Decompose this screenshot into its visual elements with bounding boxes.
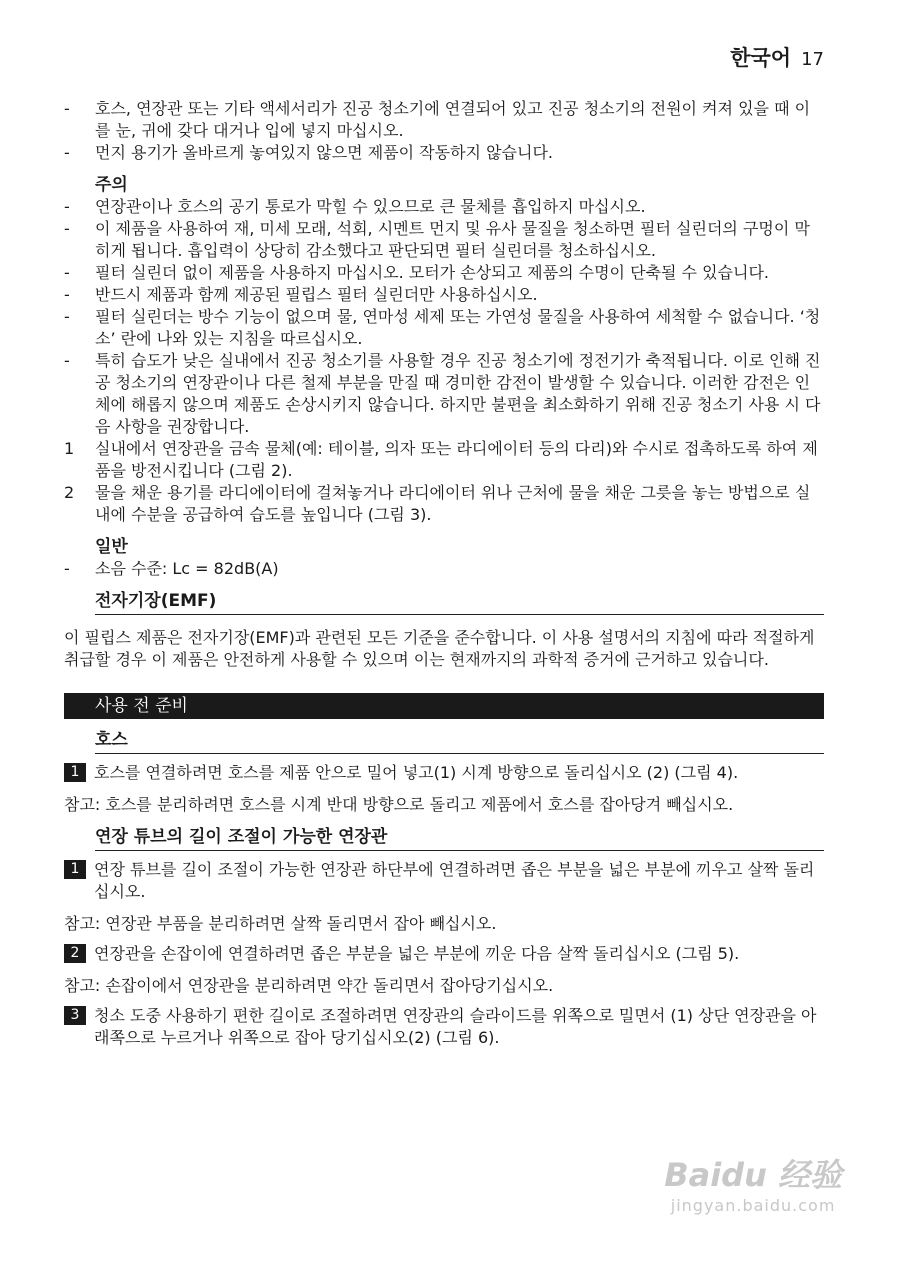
step-number: 1	[64, 763, 86, 782]
bullet: -	[64, 99, 70, 118]
list-item	[64, 98, 824, 142]
step-text: 청소 도중 사용하기 편한 길이로 조절하려면 연장관의 슬라이드를 위쪽으로 밀면서 (1) 상단 연장관을 아래쪽으로 누르거나 위쪽으로 잡아 당기십시오(2) (그림 6).	[94, 1006, 817, 1047]
bullet: -	[64, 219, 70, 238]
general-heading: 일반	[95, 537, 128, 557]
caution-heading: 주의	[95, 175, 128, 195]
note: 참고: 손잡이에서 연장관을 분리하려면 약간 돌리면서 잡아당기십시오.	[64, 976, 554, 995]
item-text: 특히 습도가 낮은 실내에서 진공 청소기를 사용할 경우 진공 청소기에 정전기가 축적됩니다. 이로 인해 진공 청소기의 연장관이나 다른 철제 부분을 만질 때 경미한 감전이 발생할 수 있습니다. 이러한 감전은 인체에 해롭지 않으며 제품도 손상시키지 않습니다. 하지만 불편을 최소화하기 위해 진공 청소기 사용 시 다음 사항을 권장합니다.	[95, 351, 821, 436]
page-number: 17	[801, 49, 824, 70]
item-text: 이 제품을 사용하여 재, 미세 모래, 석회, 시멘트 먼지 및 유사 물질을 청소하면 필터 실린더의 구멍이 막히게 됩니다. 흡입력이 상당히 감소했다고 판단되면 필터 실린더를 청소하십시오.	[95, 219, 810, 260]
step-number: 3	[64, 1006, 86, 1025]
bullet: -	[64, 351, 70, 370]
page-header	[730, 42, 824, 72]
bullet: 2	[64, 483, 75, 502]
item-text: 물을 채운 용기를 라디에이터에 걸쳐놓거나 라디에이터 위나 근처에 물을 채운 그릇을 놓는 방법으로 실내에 수분을 공급하여 습도를 높입니다 (그림 3).	[95, 483, 811, 524]
bullet: -	[64, 197, 70, 216]
watermark-url: jingyan.baidu.com	[670, 1196, 836, 1215]
list-item	[64, 350, 824, 438]
list-item	[64, 218, 824, 262]
list-item	[64, 438, 824, 482]
step-text: 연장관을 손잡이에 연결하려면 좁은 부분을 넓은 부분에 끼운 다음 살짝 돌리십시오 (그림 5).	[94, 944, 740, 963]
item-text: 실내에서 연장관을 금속 물체(예: 테이블, 의자 또는 라디에이터 등의 다리)와 수시로 접촉하도록 하여 제품을 방전시킵니다 (그림 2).	[95, 439, 818, 480]
emf-paragraph: 이 필립스 제품은 전자기장(EMF)과 관련된 모든 기준을 준수합니다. 이 사용 설명서의 지침에 따라 적절하게 취급할 경우 이 제품은 안전하게 사용할 수 있으며 이는 현재까지의 과학적 증거에 근거하고 있습니다.	[64, 628, 815, 669]
list-item	[64, 558, 824, 580]
item-text: 필터 실린더 없이 제품을 사용하지 마십시오. 모터가 손상되고 제품의 수명이 단축될 수 있습니다.	[95, 263, 769, 282]
warning-list	[64, 98, 824, 164]
watermark	[664, 1150, 842, 1215]
bullet: -	[64, 285, 70, 304]
list-item	[64, 284, 824, 306]
list-item	[64, 142, 824, 164]
list-item	[64, 306, 824, 350]
item-text: 연장관이나 호스의 공기 통로가 막힐 수 있으므로 큰 물체를 흡입하지 마십시오.	[95, 197, 646, 216]
note: 참고: 연장관 부품을 분리하려면 살짝 돌리면서 잡아 빼십시오.	[64, 914, 497, 933]
bullet: -	[64, 263, 70, 282]
step-item	[64, 762, 824, 784]
emf-heading: 전자기장(EMF)	[95, 590, 824, 615]
caution-list	[64, 196, 824, 526]
bullet: -	[64, 307, 70, 326]
note: 참고: 호스를 분리하려면 호스를 시계 반대 방향으로 돌리고 제품에서 호스를 잡아당겨 빼십시오.	[64, 795, 734, 814]
list-item	[64, 196, 824, 218]
language-label: 한국어	[730, 46, 792, 70]
step-text: 호스를 연결하려면 호스를 제품 안으로 밀어 넣고(1) 시계 방향으로 돌리십시오 (2) (그림 4).	[94, 763, 739, 782]
bullet: -	[64, 559, 70, 578]
step-item	[64, 943, 824, 965]
item-text: 호스, 연장관 또는 기타 액세서리가 진공 청소기에 연결되어 있고 진공 청소기의 전원이 켜져 있을 때 이를 눈, 귀에 갖다 대거나 입에 넣지 마십시오.	[95, 99, 811, 140]
step-item	[64, 1005, 824, 1049]
bullet: 1	[64, 439, 75, 458]
section-bar: 사용 전 준비	[64, 693, 824, 719]
item-text: 필터 실린더는 방수 기능이 없으며 물, 연마성 세제 또는 가연성 물질을 사용하여 세척할 수 없습니다. ‘청소’ 란에 나와 있는 지침을 따르십시오.	[95, 307, 821, 348]
item-text: 소음 수준: Lc = 82dB(A)	[95, 559, 279, 578]
step-number: 2	[64, 944, 86, 963]
tube-heading: 연장 튜브의 길이 조절이 가능한 연장관	[95, 826, 824, 851]
step-item	[64, 859, 824, 903]
item-text: 반드시 제품과 함께 제공된 필립스 필터 실린더만 사용하십시오.	[95, 285, 538, 304]
step-number: 1	[64, 860, 86, 879]
watermark-brand: Baidu 经验	[664, 1156, 842, 1194]
list-item	[64, 262, 824, 284]
hose-heading: 호스	[95, 729, 824, 754]
step-text: 연장 튜브를 길이 조절이 가능한 연장관 하단부에 연결하려면 좁은 부분을 넓은 부분에 끼우고 살짝 돌리십시오.	[94, 860, 815, 901]
list-item	[64, 482, 824, 526]
page-content	[64, 98, 824, 1049]
item-text: 먼지 용기가 올바르게 놓여있지 않으면 제품이 작동하지 않습니다.	[95, 143, 554, 162]
bullet: -	[64, 143, 70, 162]
